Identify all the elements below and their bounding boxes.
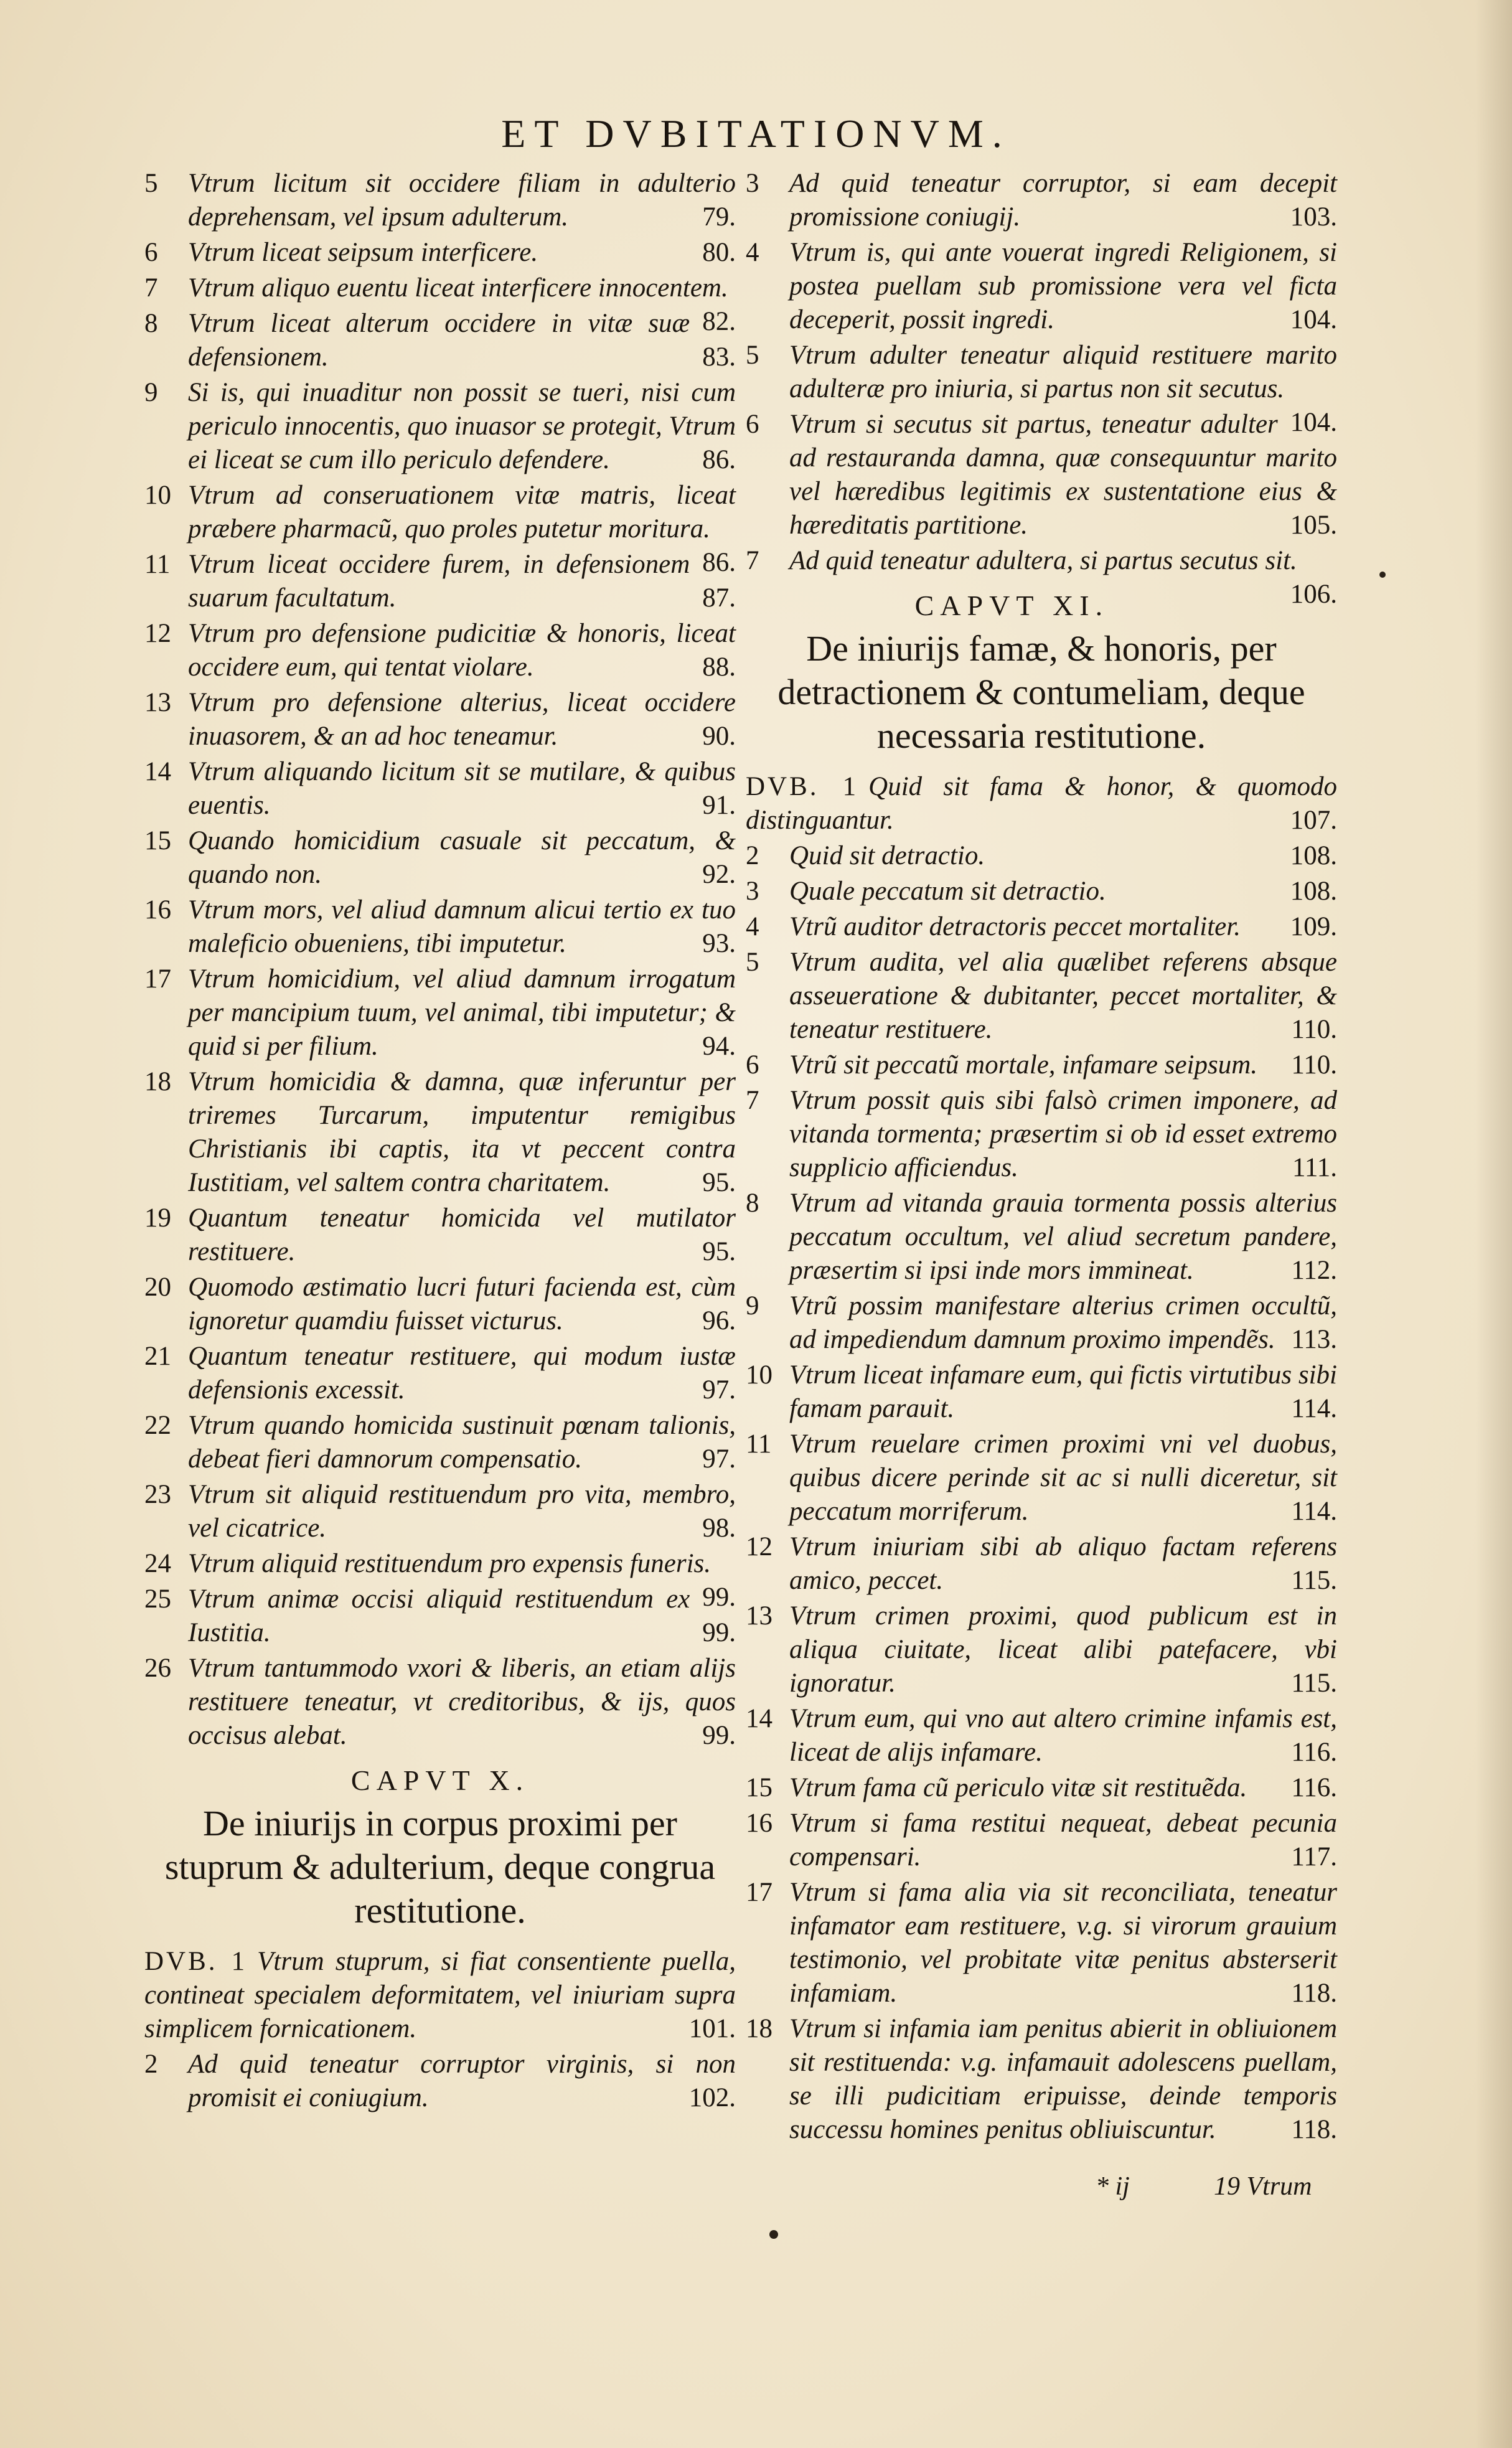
entry-number: 7 xyxy=(746,546,759,575)
entry-page-number: 104. xyxy=(1290,408,1337,437)
entry-number: 7 xyxy=(144,273,158,303)
entry-number: 25 xyxy=(144,1584,171,1614)
entry-number: 4 xyxy=(746,238,759,267)
chapter-title: De iniurijs famæ, & honoris, per detractionem & contumeliam, deque necessaria restitutione. xyxy=(777,628,1305,756)
toc-entry xyxy=(144,376,736,477)
toc-entry xyxy=(144,963,736,1063)
entry-page-number: 97. xyxy=(702,1375,736,1405)
entry-number: 13 xyxy=(746,1601,772,1631)
toc-entry xyxy=(746,1289,1337,1357)
entry-page-number: 118. xyxy=(1291,2115,1337,2144)
entry-text: Vtrum mors, vel aliud damnum alicui tertio ex tuo maleficio obueniens, tibi imputetur. xyxy=(188,895,736,958)
ink-spot xyxy=(769,2230,778,2239)
entry-number: 9 xyxy=(746,1291,759,1321)
entry-number: 14 xyxy=(746,1704,772,1733)
entry-page-number: 98. xyxy=(702,1514,736,1543)
entry-number: 15 xyxy=(144,826,171,855)
entry-page-number: 109. xyxy=(1290,912,1337,941)
entry-text: Vtrum liceat seipsum interficere. xyxy=(188,238,538,267)
entry-text: Ad quid teneatur adultera, si partus secutus sit. xyxy=(789,546,1297,575)
entry-text: Quomodo æstimatio lucri futuri facienda est, cùm ignoretur quamdiu fuisset victurus. xyxy=(188,1273,736,1335)
entry-number: 6 xyxy=(746,410,759,439)
entry-number: 22 xyxy=(144,1411,171,1440)
toc-entry xyxy=(746,167,1337,234)
entry-page-number: 110. xyxy=(1291,1015,1337,1044)
toc-entry xyxy=(144,2048,736,2115)
toc-entry xyxy=(746,1428,1337,1528)
toc-entry xyxy=(746,1876,1337,2010)
entry-number: 17 xyxy=(746,1878,772,1907)
entry-text: Vtrum fama cũ periculo vitæ sit restituẽda. xyxy=(789,1773,1247,1802)
toc-entry xyxy=(746,839,1337,873)
entry-number: 10 xyxy=(144,481,171,510)
entry-text: Vtrum crimen proximi, quod publicum est in aliqua ciuitate, liceat alibi patefacere, vbi ignoratur. xyxy=(789,1601,1337,1698)
toc-entry xyxy=(746,1771,1337,1805)
entry-number: 12 xyxy=(144,619,171,648)
entry-number: 20 xyxy=(144,1273,171,1302)
entry-text: Vtrum aliquid restituendum pro expensis funeris. xyxy=(188,1549,711,1578)
entry-text: Quale peccatum sit detractio. xyxy=(789,877,1106,906)
toc-entry xyxy=(144,1583,736,1650)
entry-page-number: 108. xyxy=(1290,877,1337,906)
entry-page-number: 80. xyxy=(702,238,736,267)
entry-number: 21 xyxy=(144,1342,171,1371)
entry-text: Vtrum animæ occisi aliquid restituendum ex Iustitia. xyxy=(188,1584,690,1647)
entry-text: Vtrum sit aliquid restituendum pro vita, membro, vel cicatrice. xyxy=(188,1480,736,1543)
entry-page-number: 79. xyxy=(702,202,736,232)
entry-page-number: 106. xyxy=(1290,580,1337,609)
entry-text: Vtrum ad conseruationem vitæ matris, liceat præbere pharmacũ, quo proles putetur moritura. xyxy=(188,481,736,544)
entry-page-number: 82. xyxy=(702,307,736,336)
right-column xyxy=(746,167,1337,2149)
entry-text: Vtrum is, qui ante vouerat ingredi Religionem, si postea puellam sub promissione vera vel ficta deceperit, possit ingredi. xyxy=(789,238,1337,334)
left-entries-bottom xyxy=(144,1945,736,2115)
entry-number: 26 xyxy=(144,1654,171,1683)
entry-text: Vtrum tantummodo vxori & liberis, an etiam alijs restituere teneatur, vt creditoribus, & ijs, quos occisus alebat. xyxy=(188,1654,736,1750)
toc-entry xyxy=(144,1271,736,1338)
entry-text: Quid sit detractio. xyxy=(789,841,985,870)
toc-entry xyxy=(144,686,736,753)
entry-text: Si is, qui inuaditur non possit se tueri, nisi cum periculo innocentis, quo inuasor se protegit, Vtrum ei liceat se cum illo periculo defendere. xyxy=(188,378,736,474)
entry-number: 14 xyxy=(144,757,171,786)
toc-entry xyxy=(746,1599,1337,1700)
entry-text: Vtrũ possim manifestare alterius crimen occultũ, ad impediendum damnum proximo impendẽs. xyxy=(789,1291,1337,1354)
entry-text: Vtrum liceat alterum occidere in vitæ suæ defensionem. xyxy=(188,309,690,372)
entry-page-number: 95. xyxy=(702,1237,736,1266)
entry-text: Vtrum adulter teneatur aliquid restituere marito adulteræ pro iniuria, si partus non sit secutus. xyxy=(789,341,1337,403)
catchword: 19 Vtrum xyxy=(1214,2172,1312,2201)
entry-page-number: 116. xyxy=(1291,1773,1337,1802)
entry-page-number: 105. xyxy=(1290,511,1337,540)
entry-text: Quando homicidium casuale sit peccatum, & quando non. xyxy=(188,826,736,889)
entry-page-number: 83. xyxy=(702,342,736,372)
entry-page-number: 99. xyxy=(702,1618,736,1647)
running-head: ET DVBITATIONVM. xyxy=(501,111,1011,156)
entry-number: 10 xyxy=(746,1360,772,1390)
entry-number: 3 xyxy=(746,169,759,198)
entry-number: 24 xyxy=(144,1549,171,1578)
entry-page-number: 99. xyxy=(702,1721,736,1750)
entry-page-number: 108. xyxy=(1290,841,1337,870)
entry-text: Vtrum possit quis sibi falsò crimen imponere, ad vitanda tormenta; præsertim si ob id esset extremo supplicio afficiendus. xyxy=(789,1086,1337,1182)
entry-page-number: 92. xyxy=(702,860,736,889)
entry-page-number: 107. xyxy=(1290,806,1337,835)
entry-number: 5 xyxy=(144,169,158,198)
entry-text: Vtrum audita, vel alia quælibet referens absque asseueratione & dubitanter, peccet mortaliter, & teneatur restituere. xyxy=(789,948,1337,1044)
toc-entry xyxy=(144,1065,736,1200)
entry-number: 8 xyxy=(144,309,158,338)
entry-page-number: 102. xyxy=(688,2083,736,2112)
toc-entry xyxy=(746,770,1337,837)
entry-number: 13 xyxy=(144,688,171,717)
entry-text: Vtrũ sit peccatũ mortale, infamare seipsum. xyxy=(789,1050,1258,1080)
entry-text: Vtrum quando homicida sustinuit pœnam talionis, debeat fieri damnorum compensatio. xyxy=(188,1411,736,1474)
entry-page-number: 118. xyxy=(1291,1979,1337,2008)
left-entries-top xyxy=(144,167,736,1753)
toc-entry xyxy=(746,339,1337,437)
entry-text: Vtrum homicidium, vel aliud damnum irrogatum per mancipium tuum, vel animal, tibi imputetur; & quid si per filium. xyxy=(188,964,736,1061)
entry-text: Vtrum reuelare crimen proximi vni vel duobus, quibus dicere perinde sit ac si nulli diceretur, sit peccatum morriferum. xyxy=(789,1429,1337,1526)
entry-text: Vtrum homicidia & damna, quæ inferuntur per triremes Turcarum, imputentur remigibus Christianis ibi captis, ita vt peccent contra Iustitiam, vel saltem contra charitatem. xyxy=(188,1067,736,1197)
entry-text: Vtrũ auditor detractoris peccet mortaliter. xyxy=(789,912,1241,941)
entry-number: DVB. 1 xyxy=(746,772,859,801)
entry-page-number: 114. xyxy=(1291,1394,1337,1423)
entry-number: 7 xyxy=(746,1086,759,1115)
toc-entry xyxy=(144,1945,736,2046)
entry-page-number: 87. xyxy=(702,583,736,613)
entry-number: 18 xyxy=(746,2014,772,2043)
entry-text: Vtrum si secutus sit partus, teneatur adulter ad restauranda damna, quæ consequuntur marito vel hæredibus legitimis ex sustentatione eius & hæreditatis partitione. xyxy=(789,410,1337,540)
entry-number: 2 xyxy=(144,2050,158,2079)
toc-entry xyxy=(746,408,1337,542)
entry-page-number: 94. xyxy=(702,1032,736,1061)
entry-page-number: 90. xyxy=(702,722,736,751)
toc-entry xyxy=(746,1530,1337,1598)
toc-entry xyxy=(144,307,736,374)
toc-entry xyxy=(746,1807,1337,1874)
entry-text: Vtrum licitum sit occidere filiam in adulterio deprehensam, vel ipsum adulterum. xyxy=(188,169,736,232)
entry-page-number: 117. xyxy=(1291,1842,1337,1871)
toc-entry xyxy=(144,755,736,822)
entry-text: Ad quid teneatur corruptor, si eam decepit promissione coniugij. xyxy=(789,169,1337,232)
entry-number: 5 xyxy=(746,341,759,370)
chapter-label: CAPVT XI. xyxy=(914,590,1109,621)
entry-page-number: 113. xyxy=(1291,1325,1337,1354)
entry-number: 16 xyxy=(746,1809,772,1838)
entry-text: Quantum teneatur homicida vel mutilator restituere. xyxy=(188,1203,736,1266)
entry-page-number: 93. xyxy=(702,929,736,958)
entry-number: 2 xyxy=(746,841,759,870)
left-column xyxy=(144,167,736,2117)
entry-page-number: 115. xyxy=(1291,1566,1337,1595)
chapter-label: CAPVT X. xyxy=(350,1764,530,1796)
entry-text: Vtrum pro defensione pudicitiæ & honoris, liceat occidere eum, qui tentat violare. xyxy=(188,619,736,682)
entry-text: Vtrum aliquo euentu liceat interficere innocentem. xyxy=(188,273,728,303)
entry-text: Vtrum liceat occidere furem, in defensionem suarum facultatum. xyxy=(188,550,690,613)
toc-entry xyxy=(144,1340,736,1407)
signature-mark: * ij xyxy=(1096,2172,1130,2201)
toc-entry xyxy=(144,1652,736,1753)
entry-text: Quid sit fama & honor, & quomodo distinguantur. xyxy=(746,772,1337,835)
toc-entry xyxy=(144,893,736,961)
entry-number: 23 xyxy=(144,1480,171,1509)
entry-number: DVB. 1 xyxy=(144,1947,248,1976)
entry-text: Vtrum stuprum, si fiat consentiente puella, contineat specialem deformitatem, vel iniuriam supra simplicem fornicationem. xyxy=(144,1947,736,2043)
toc-entry xyxy=(144,548,736,615)
entry-page-number: 95. xyxy=(702,1168,736,1197)
entry-number: 19 xyxy=(144,1203,171,1233)
entry-text: Vtrum si infamia iam penitus abierit in obliuionem sit restituenda: v.g. infamauit adolescens puellam, se illi pudicitiam eripuisse, deinde temporis successu homines penitus obliuiscuntur. xyxy=(789,2014,1337,2144)
toc-entry xyxy=(144,1409,736,1476)
entry-number: 3 xyxy=(746,877,759,906)
entry-text: Quantum teneatur restituere, qui modum iustæ defensionis excessit. xyxy=(188,1342,736,1405)
entry-number: 4 xyxy=(746,912,759,941)
entry-text: Vtrum si fama restitui nequeat, debeat pecunia compensari. xyxy=(789,1809,1337,1871)
entry-number: 5 xyxy=(746,948,759,977)
entry-text: Vtrum si fama alia via sit reconciliata, teneatur infamator eam restituere, v.g. si virorum grauium testimonio, vel probitate vitæ penitus absterserit infamiam. xyxy=(789,1878,1337,2008)
entry-page-number: 97. xyxy=(702,1444,736,1474)
entry-page-number: 99. xyxy=(702,1583,736,1612)
entry-page-number: 96. xyxy=(702,1306,736,1335)
entry-number: 18 xyxy=(144,1067,171,1096)
toc-entry xyxy=(144,167,736,234)
entry-number: 17 xyxy=(144,964,171,994)
ink-spot xyxy=(1379,572,1386,578)
toc-entry xyxy=(746,1187,1337,1288)
entry-text: Vtrum pro defensione alterius, liceat occidere inuasorem, & an ad hoc teneamur. xyxy=(188,688,736,751)
toc-entry xyxy=(144,824,736,892)
toc-entry xyxy=(746,875,1337,908)
toc-entry xyxy=(144,271,736,336)
entry-number: 9 xyxy=(144,378,158,407)
entry-number: 16 xyxy=(144,895,171,925)
entry-number: 15 xyxy=(746,1773,772,1802)
page-gutter-shadow xyxy=(1475,0,1512,2448)
entry-page-number: 110. xyxy=(1291,1050,1337,1080)
entry-text: Vtrum liceat infamare eum, qui fictis virtutibus sibi famam parauit. xyxy=(789,1360,1337,1423)
entry-text: Vtrum eum, qui vno aut altero crimine infamis est, liceat de alijs infamare. xyxy=(789,1704,1337,1767)
entry-page-number: 104. xyxy=(1290,305,1337,334)
toc-entry xyxy=(746,236,1337,337)
entry-text: Vtrum ad vitanda grauia tormenta possis alterius peccatum occultum, vel aliud secretum pandere, præsertim si ipsi inde mors immineat. xyxy=(789,1189,1337,1285)
entry-text: Ad quid teneatur corruptor virginis, si non promisit ei coniugium. xyxy=(188,2050,736,2112)
entry-page-number: 116. xyxy=(1291,1738,1337,1767)
entry-number: 11 xyxy=(144,550,171,579)
toc-entry xyxy=(144,236,736,270)
entry-number: 6 xyxy=(144,238,158,267)
entry-number: 8 xyxy=(746,1189,759,1218)
toc-entry xyxy=(746,1084,1337,1185)
chapter-title: De iniurijs in corpus proximi per stuprum & adulterium, deque congrua restitutione. xyxy=(164,1803,716,1931)
right-entries-bottom xyxy=(746,770,1337,2147)
toc-entry xyxy=(746,910,1337,944)
entry-number: 12 xyxy=(746,1532,772,1561)
toc-entry xyxy=(746,1702,1337,1769)
toc-entry xyxy=(746,2012,1337,2147)
entry-page-number: 86. xyxy=(702,445,736,474)
entry-page-number: 112. xyxy=(1291,1256,1337,1285)
toc-entry xyxy=(746,946,1337,1047)
entry-page-number: 115. xyxy=(1291,1669,1337,1698)
toc-entry xyxy=(144,1202,736,1269)
entry-text: Vtrum iniuriam sibi ab aliquo factam referens amico, peccet. xyxy=(789,1532,1337,1595)
entry-page-number: 101. xyxy=(688,2014,736,2043)
entry-page-number: 91. xyxy=(702,791,736,820)
entry-number: 11 xyxy=(746,1429,772,1459)
entry-page-number: 111. xyxy=(1292,1153,1337,1182)
toc-entry xyxy=(746,1048,1337,1082)
toc-entry xyxy=(144,1478,736,1545)
entry-number: 6 xyxy=(746,1050,759,1080)
entry-page-number: 88. xyxy=(702,652,736,682)
entry-page-number: 103. xyxy=(1290,202,1337,232)
entry-page-number: 114. xyxy=(1291,1497,1337,1526)
entry-page-number: 86. xyxy=(702,548,736,577)
toc-entry xyxy=(746,1358,1337,1426)
entry-text: Vtrum aliquando licitum sit se mutilare, & quibus euentis. xyxy=(188,757,736,820)
toc-entry xyxy=(144,617,736,684)
